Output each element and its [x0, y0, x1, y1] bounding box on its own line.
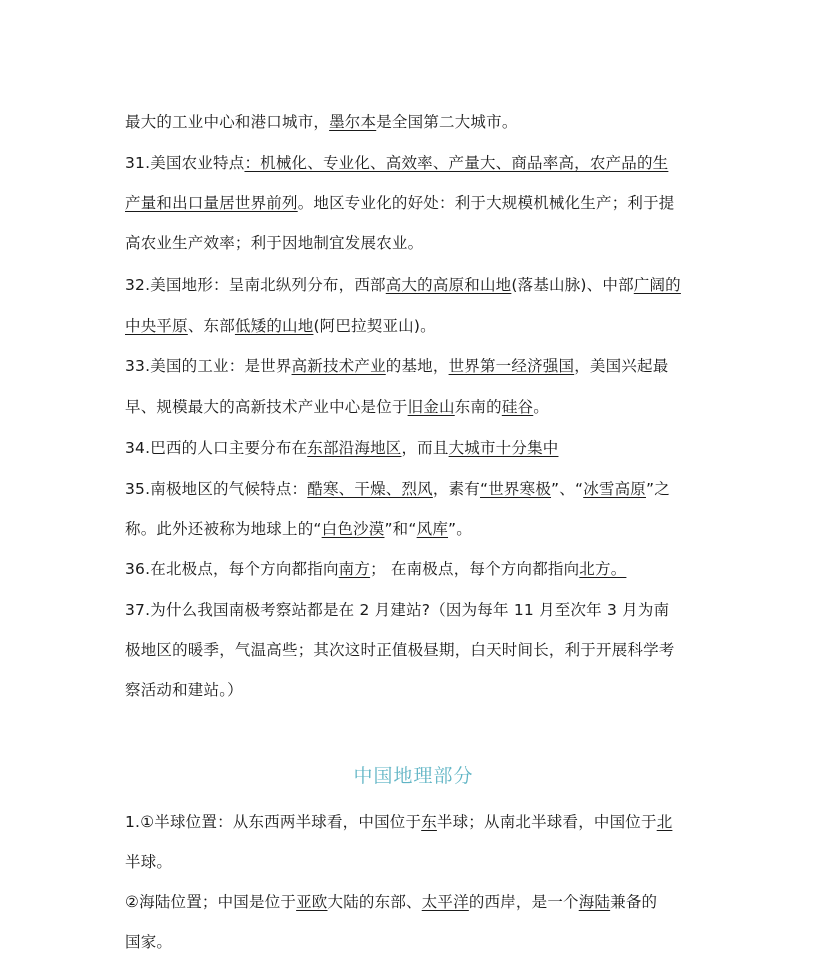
- text-segment: 高农业生产效率；利于因地制宜发展农业。: [125, 234, 424, 252]
- underlined-term: 冰雪高原: [583, 480, 646, 498]
- text-segment: 兼备的: [610, 893, 658, 911]
- text-segment: ”之: [646, 480, 670, 498]
- text-segment: 国家。: [125, 933, 173, 951]
- text-line: [125, 356, 668, 376]
- text-line: [125, 852, 172, 872]
- underlined-term: “世界寒极: [479, 480, 552, 498]
- text-line: [125, 153, 668, 173]
- underlined-term: 中央平原: [125, 317, 188, 335]
- text-segment: 31.美国农业特点: [125, 154, 245, 172]
- text-line: [125, 112, 518, 132]
- text-segment: ”和“: [384, 520, 417, 538]
- underlined-term: 海陆: [578, 893, 611, 911]
- text-segment: 的西岸，是一个: [468, 893, 579, 911]
- text-segment: 37.为什么我国南极考察站都是在 2 月建站?（因为每年 11 月至次年 3 月为南: [125, 601, 670, 619]
- text-line: [125, 812, 672, 832]
- text-segment: ； 在南极点，每个方向都指向: [370, 560, 580, 578]
- underlined-term: 高新技术产业: [291, 357, 386, 375]
- text-segment: (阿巴拉契亚山)。: [313, 317, 436, 335]
- section-heading: 中国地理部分: [353, 765, 474, 787]
- underlined-term: 东: [421, 813, 437, 831]
- text-line: [125, 193, 675, 213]
- text-line: [125, 600, 669, 620]
- text-line: [125, 680, 243, 700]
- text-segment: ”、“: [551, 480, 584, 498]
- underlined-term: 南方: [338, 560, 371, 578]
- underlined-term: 高大的高原和山地: [385, 276, 512, 294]
- underlined-term: 白色沙漠: [321, 520, 385, 538]
- underlined-term: 低矮的山地: [234, 317, 314, 335]
- text-segment: 最大的工业中心和港口城市，: [125, 113, 330, 131]
- text-segment: 半球；从南北半球看，中国位于: [436, 813, 657, 831]
- text-line: [125, 519, 472, 539]
- underlined-term: 酷寒、干燥、烈风: [307, 480, 433, 498]
- underlined-term: 产量和出口量居世界前列: [125, 194, 298, 212]
- underlined-term: 亚欧: [296, 893, 328, 911]
- text-segment: 的基地，: [385, 357, 449, 375]
- text-segment: 33.美国的工业：是世界: [125, 357, 292, 375]
- text-line: [125, 559, 626, 579]
- underlined-term: ：机械化、专业化、高效率、产量大、商品率高，农产品的生: [244, 154, 669, 172]
- text-segment: 。: [533, 398, 549, 416]
- text-segment: 1.①半球位置：从东西两半球看，中国位于: [125, 813, 422, 831]
- text-line: [125, 932, 172, 952]
- text-segment: ②海陆位置；中国是位于: [125, 893, 297, 911]
- text-line: [125, 275, 681, 295]
- text-line: [125, 640, 675, 660]
- text-segment: 36.在北极点，每个方向都指向: [125, 560, 339, 578]
- underlined-term: 世界第一经济强国: [448, 357, 575, 375]
- text-segment: 察活动和建站。）: [125, 681, 243, 699]
- underlined-term: 东部沿海地区: [307, 439, 402, 457]
- text-segment: 极地区的暖季，气温高些；其次这时正值极昼期，白天时间长，利于开展科学考: [125, 641, 675, 659]
- underlined-term: 广阔的: [633, 276, 681, 294]
- text-segment: (落基山脉)、中部: [511, 276, 634, 294]
- text-segment: 早、规模最大的高新技术产业中心是位于: [125, 398, 408, 416]
- text-line: [125, 438, 558, 458]
- underlined-term: 硅谷: [501, 398, 534, 416]
- text-segment: 称。此外还被称为地球上的“: [125, 520, 322, 538]
- text-segment: 。地区专业化的好处：利于大规模机械化生产；利于提: [297, 194, 675, 212]
- text-segment: 是全国第二大城市。: [376, 113, 518, 131]
- text-segment: ，而且: [401, 439, 449, 457]
- text-line: [125, 233, 423, 253]
- underlined-term: 北方。: [579, 560, 627, 578]
- text-segment: 半球。: [125, 853, 173, 871]
- text-segment: 、东部: [187, 317, 235, 335]
- underlined-term: 太平洋: [421, 893, 469, 911]
- text-line: [125, 892, 657, 912]
- underlined-term: 墨尔本: [329, 113, 377, 131]
- text-line: [125, 479, 670, 499]
- text-segment: ，美国兴起最: [574, 357, 669, 375]
- underlined-term: 北: [656, 813, 673, 831]
- text-segment: 35.南极地区的气候特点：: [125, 480, 308, 498]
- underlined-term: 风库: [416, 520, 449, 538]
- text-segment: 东南的: [454, 398, 502, 416]
- text-segment: 大陆的东部、: [327, 893, 422, 911]
- text-segment: 34.巴西的人口主要分布在: [125, 439, 308, 457]
- underlined-term: 大城市十分集中: [448, 439, 559, 457]
- text-segment: ，素有: [432, 480, 480, 498]
- text-line: [125, 316, 436, 336]
- text-line: [125, 397, 549, 417]
- underlined-term: 旧金山: [407, 398, 455, 416]
- text-segment: 32.美国地形：呈南北纵列分布，西部: [125, 276, 386, 294]
- text-segment: ”。: [448, 520, 472, 538]
